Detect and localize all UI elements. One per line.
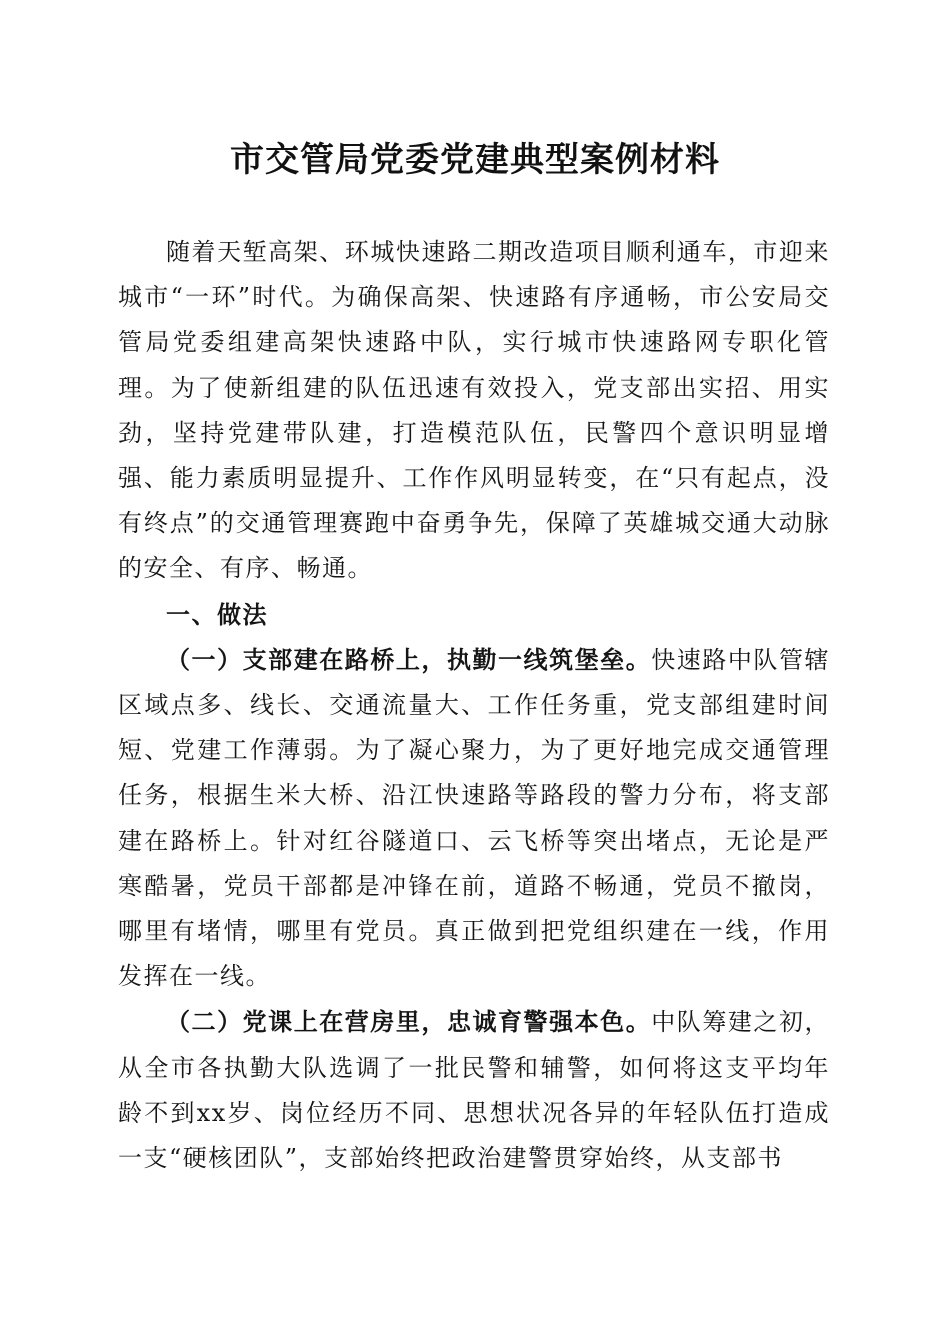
practice-item-2-lead: （二）党课上在营房里，忠诚育警强本色。	[166, 1007, 652, 1037]
intro-paragraph: 随着天堑高架、环城快速路二期改造项目顺利通车，市迎来城市“一环”时代。为确保高架、快速路有序通畅，市公安局交管局党委组建高架快速路中队，实行城市快速路网专职化管理。为了使新组建的队伍迅速有效投入，党支部出实招、用实劲，坚持党建带队建，打造模范队伍，民警四个意识明显增强、能力素质明显提升、工作作风明显转变，在“只有起点，没有终点”的交通管理赛跑中奋勇争先，保障了英雄城交通大动脉的安全、有序、畅通。	[118, 238, 830, 583]
section-heading-practices: 一、做法	[166, 599, 268, 629]
practice-item-1	[118, 637, 830, 1000]
practice-item-2	[118, 999, 830, 1181]
practice-item-2-body: 中队筹建之初，从全市各执勤大队选调了一批民警和辅警，如何将这支平均年龄不到xx岁、岗位经历不同、思想状况各异的年轻队伍打造成一支“硬核团队”，支部始终把政治建警贯穿始终，从支部书	[118, 1008, 831, 1173]
document-body	[118, 230, 830, 1181]
document-title: 市交管局党委党建典型案例材料	[230, 140, 720, 180]
practice-item-1-lead: （一）支部建在路桥上，执勤一线筑堡垒。	[166, 644, 652, 674]
practice-item-1-body: 快速路中队管辖区域点多、线长、交通流量大、工作任务重，党支部组建时间短、党建工作薄弱。为了凝心聚力，为了更好地完成交通管理任务，根据生米大桥、沿江快速路等路段的警力分布，将支部建在路桥上。针对红谷隧道口、云飞桥等突出堵点，无论是严寒酷暑，党员干部都是冲锋在前，道路不畅通，党员不撤岗，哪里有堵情，哪里有党员。真正做到把党组织建在一线，作用发挥在一线。	[118, 645, 831, 991]
